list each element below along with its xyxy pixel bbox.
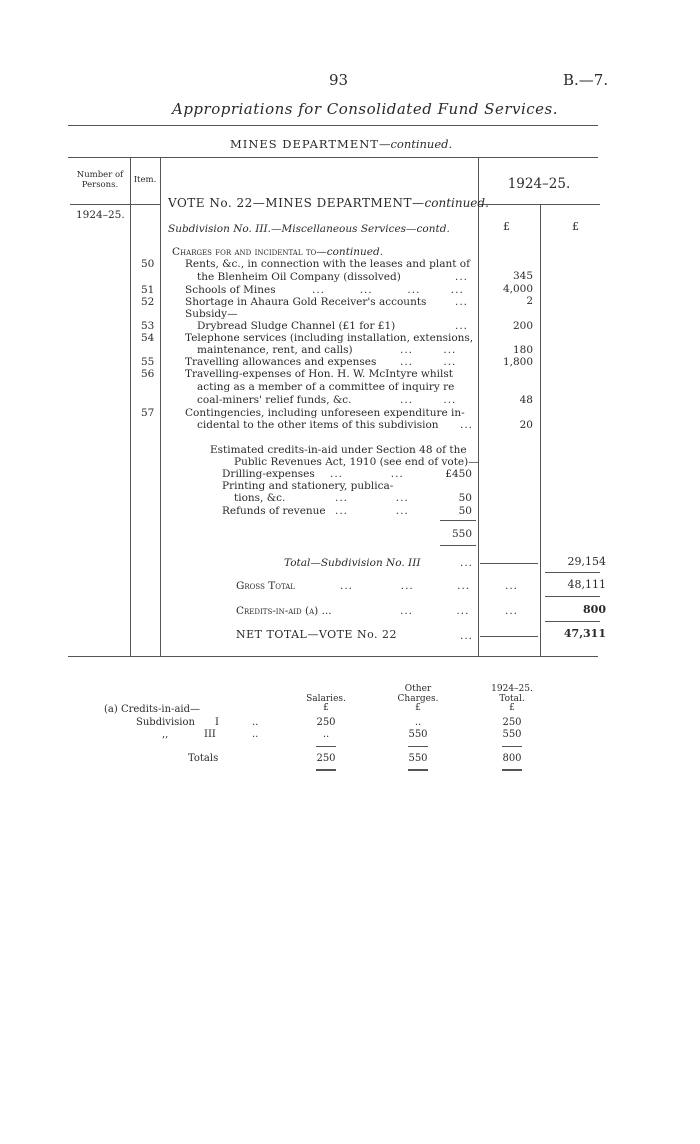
footnote-header-total: Total.: [499, 694, 525, 704]
footnote-row-label: ,,: [162, 729, 169, 740]
leader-dots: ...: [460, 630, 474, 642]
department-continued: —continued.: [378, 137, 453, 151]
item-number: 53: [141, 320, 155, 332]
item-amount: 20: [519, 419, 533, 431]
net-dash-rule: [480, 636, 538, 637]
subsidy-heading: Subsidy—: [185, 308, 238, 320]
column-divider-persons: [130, 157, 131, 657]
table-top-rule: [68, 157, 598, 158]
gross-total-value: 48,111: [567, 578, 606, 591]
footnote-row-dots: ..: [252, 717, 259, 728]
leader-dots: ... ...: [335, 492, 409, 504]
leader-dots: ...: [505, 580, 519, 592]
subdivision-total-value: 29,154: [567, 555, 606, 568]
gross-total-label: Gross Total: [236, 580, 295, 592]
credits-intro: Estimated credits-in-aid under Section 48 of the: [210, 444, 467, 456]
charges-heading-text: Charges for and incidental to—: [172, 246, 327, 258]
item-amount: 1,800: [502, 356, 533, 368]
credit-amount: 50: [458, 505, 472, 517]
item-description-cont: the Blenheim Oil Company (dissolved): [197, 271, 401, 283]
footnote-double-rule: [316, 769, 336, 771]
leader-dots: ...: [505, 605, 519, 617]
item-amount: 2: [526, 295, 533, 307]
document-reference: B.—7.: [563, 71, 609, 89]
footnote-rule: [316, 746, 336, 747]
item-header-rule: [130, 204, 160, 205]
persons-year: 1924–25.: [76, 209, 125, 221]
credit-label: Drilling-expenses: [222, 468, 315, 480]
gross-underline: [545, 596, 600, 597]
credits-in-aid-label: Credits-in-aid (a) ...: [236, 605, 332, 617]
credits-subtotal-rule: [440, 520, 476, 521]
currency-symbol-1: £: [503, 220, 510, 233]
net-total-value: 47,311: [563, 627, 606, 640]
leader-dots: ... ...: [400, 344, 457, 356]
item-description-cont: acting as a member of a committee of inquiry re: [197, 381, 455, 393]
vote-heading-text: VOTE No. 22—MINES DEPARTMENT—: [168, 196, 425, 210]
credits-total: 550: [451, 528, 472, 540]
credit-label-cont: tions, &c.: [234, 492, 286, 504]
footnote-totals-total: 800: [502, 753, 522, 764]
footnote-rule: [408, 746, 428, 747]
footnote-total: 550: [502, 729, 522, 740]
subdivision-heading: Subdivision No. III.—Miscellaneous Services—contd.: [168, 223, 450, 235]
footnote-header-other-2: Charges.: [397, 694, 439, 704]
credit-amount: £450: [445, 468, 472, 480]
item-description: Travelling allowances and expenses: [185, 356, 377, 368]
item-description: Shortage in Ahaura Gold Receiver's accounts: [185, 296, 427, 308]
header-rule: [68, 125, 598, 126]
item-number: 50: [141, 258, 155, 270]
item-amount: 4,000: [502, 283, 533, 295]
leader-dots: ...: [455, 271, 469, 283]
item-number: 54: [141, 332, 155, 344]
leader-dots: ... ... ... ...: [312, 284, 464, 296]
header-number-of-persons: Number of Persons.: [76, 170, 124, 190]
header-year: 1924–25.: [507, 176, 571, 192]
credit-label: Printing and stationery, publica-: [222, 480, 394, 492]
footnote-row-roman: III: [204, 729, 216, 740]
item-number: 52: [141, 296, 155, 308]
item-description-cont: coal-miners' relief funds, &c.: [197, 394, 352, 406]
leader-dots: ... ...: [400, 356, 457, 368]
footnote-salaries: ..: [322, 729, 330, 740]
footnote-header-total-unit: £: [509, 703, 515, 713]
footnote-header-other: Other: [404, 684, 432, 694]
footnote-row-label: Subdivision: [136, 717, 195, 728]
leader-dots: ... ...: [335, 505, 409, 517]
footnote-header-salaries-unit: £: [323, 703, 329, 713]
persons-header-rule: [70, 204, 130, 205]
total-underline: [545, 572, 600, 573]
item-description: Telephone services (including installation, extensions,: [185, 332, 474, 344]
department-name: MINES DEPARTMENT: [230, 137, 379, 151]
footnote-row-dots: ..: [252, 729, 259, 740]
leader-dots: ...: [455, 320, 469, 332]
credit-label: Refunds of revenue: [222, 505, 326, 517]
vote-heading: [168, 196, 489, 210]
footnote-row-roman: I: [215, 717, 219, 728]
leader-dots: ... ...: [330, 468, 404, 480]
item-description: Drybread Sludge Channel (£1 for £1): [197, 320, 396, 332]
footnote-label: (a) Credits-in-aid—: [104, 704, 201, 715]
leader-dots: ... ...: [400, 605, 470, 617]
page-title: Appropriations for Consolidated Fund Services.: [172, 100, 559, 118]
footnote-totals-other: 550: [408, 753, 428, 764]
currency-symbol-2: £: [572, 220, 579, 233]
footnote-header-salaries: Salaries.: [306, 694, 346, 704]
footnote-double-rule: [408, 769, 428, 771]
leader-dots: ...: [460, 557, 474, 569]
credits-intro-cont: Public Revenues Act, 1910 (see end of vote)—: [234, 456, 479, 468]
item-number: 57: [141, 407, 155, 419]
page-number: 93: [329, 71, 349, 89]
item-amount: 48: [519, 394, 533, 406]
total-dash-rule: [480, 563, 538, 564]
credits-underline: [545, 621, 600, 622]
footnote-totals-salaries: 250: [316, 753, 336, 764]
item-description: Schools of Mines: [185, 284, 276, 296]
column-divider-amounts: [540, 205, 541, 657]
footnote-header-year: 1924–25.: [491, 684, 533, 694]
footnote-header-other-unit: £: [415, 703, 421, 713]
item-description: Rents, &c., in connection with the leases and plant of: [185, 258, 470, 270]
item-amount: 345: [512, 270, 533, 282]
item-number: 56: [141, 368, 155, 380]
charges-heading: [172, 246, 383, 258]
column-divider-description: [478, 157, 479, 657]
charges-heading-continued: continued.: [326, 246, 384, 258]
leader-dots: ... ... ...: [340, 580, 471, 592]
vote-heading-continued: continued.: [424, 196, 489, 210]
footnote-rule: [502, 746, 522, 747]
header-item: Item.: [133, 175, 157, 185]
item-description: Travelling-expenses of Hon. H. W. McIntyre whilst: [185, 368, 453, 380]
year-header-rule: [478, 204, 600, 205]
item-description: Contingencies, including unforeseen expenditure in-: [185, 407, 465, 419]
item-number: 55: [141, 356, 155, 368]
credits-total-rule: [440, 545, 476, 546]
net-total-label: NET TOTAL—VOTE No. 22: [236, 628, 398, 641]
leader-dots: ...: [455, 296, 469, 308]
item-amount: 200: [512, 320, 533, 332]
column-divider-item: [160, 157, 161, 657]
item-description-cont: cidental to the other items of this subdivision: [197, 419, 439, 431]
item-number: 51: [141, 284, 155, 296]
leader-dots: ...: [460, 419, 474, 431]
subdivision-total-label: Total—Subdivision No. III: [284, 557, 421, 569]
footnote-total: 250: [502, 717, 522, 728]
department-heading: [230, 137, 452, 151]
footnote-double-rule: [502, 769, 522, 771]
table-bottom-rule: [68, 656, 598, 657]
footnote-other: ..: [414, 717, 422, 728]
footnote-totals-label: Totals: [188, 753, 219, 764]
item-amount: 180: [512, 344, 533, 356]
credits-in-aid-value: 800: [583, 603, 606, 616]
footnote-other: 550: [408, 729, 428, 740]
leader-dots: ... ...: [400, 394, 457, 406]
footnote-salaries: 250: [316, 717, 336, 728]
credit-amount: 50: [458, 492, 472, 504]
item-description-cont: maintenance, rent, and calls): [197, 344, 353, 356]
